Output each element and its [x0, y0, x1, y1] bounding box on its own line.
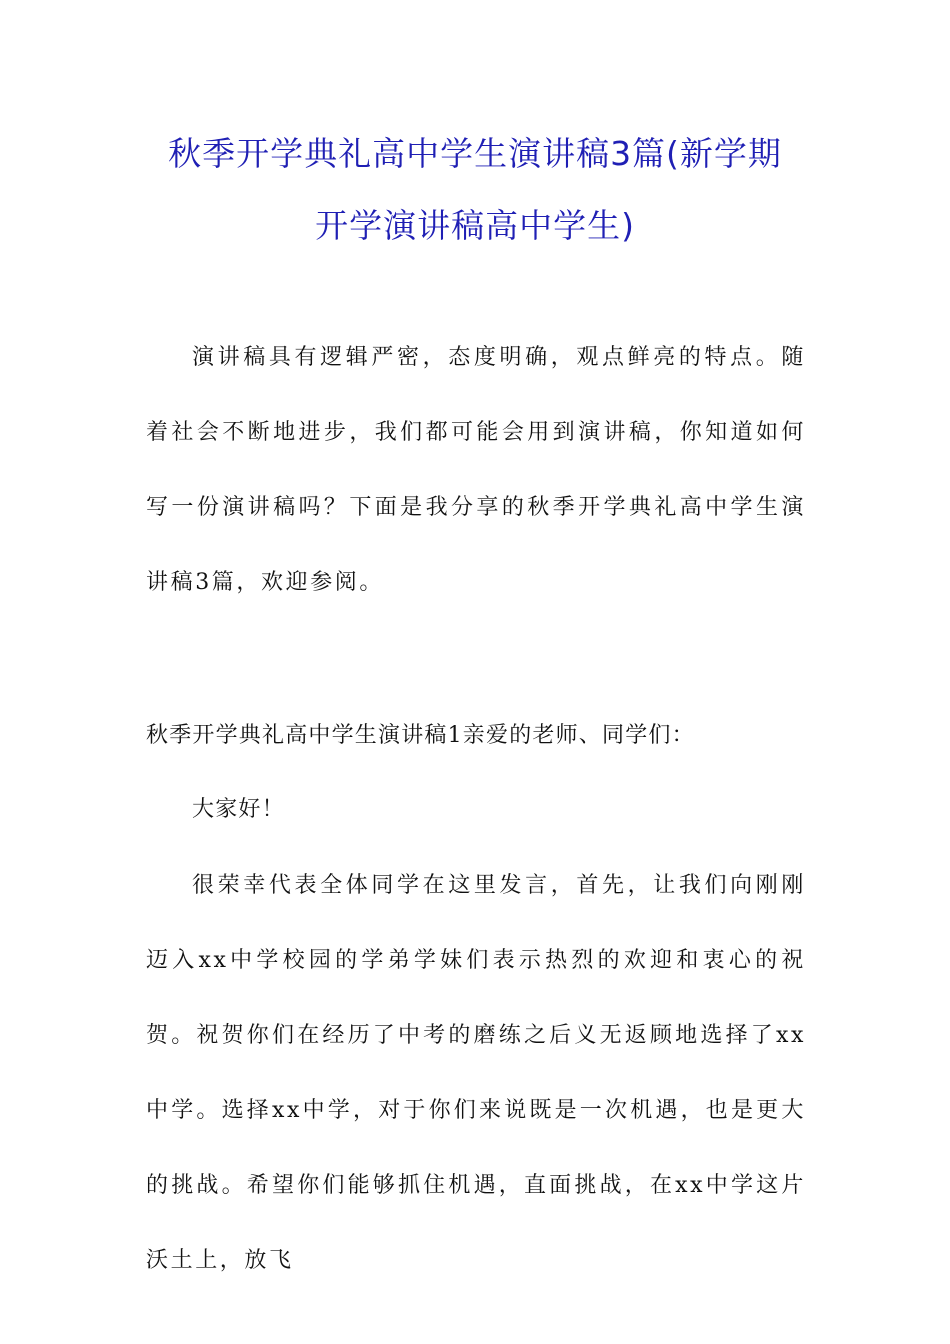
- document-title-line-2: 开学演讲稿高中学生): [315, 206, 635, 245]
- document-title-line-1: 秋季开学典礼高中学生演讲稿3篇(新学期: [168, 134, 782, 173]
- section-heading: 秋季开学典礼高中学生演讲稿1亲爱的老师、同学们：: [146, 723, 695, 748]
- greeting-text: 大家好！: [192, 797, 285, 822]
- intro-paragraph: 演讲稿具有逻辑严密，态度明确，观点鲜亮的特点。随着社会不断地进步，我们都可能会用到演讲稿，你知道如何写一份演讲稿吗？下面是我分享的秋季开学典礼高中学生演讲稿3篇，欢迎参阅。: [146, 345, 806, 595]
- body-paragraph: 很荣幸代表全体同学在这里发言，首先，让我们向刚刚迈入xx中学校园的学弟学妹们表示热烈的欢迎和衷心的祝贺。祝贺你们在经历了中考的磨练之后义无返顾地选择了xx中学。选择xx中学，对于你们来说既是一次机遇，也是更大的挑战。希望你们能够抓住机遇，直面挑战，在xx中学这片沃土上，放飞: [146, 873, 806, 1273]
